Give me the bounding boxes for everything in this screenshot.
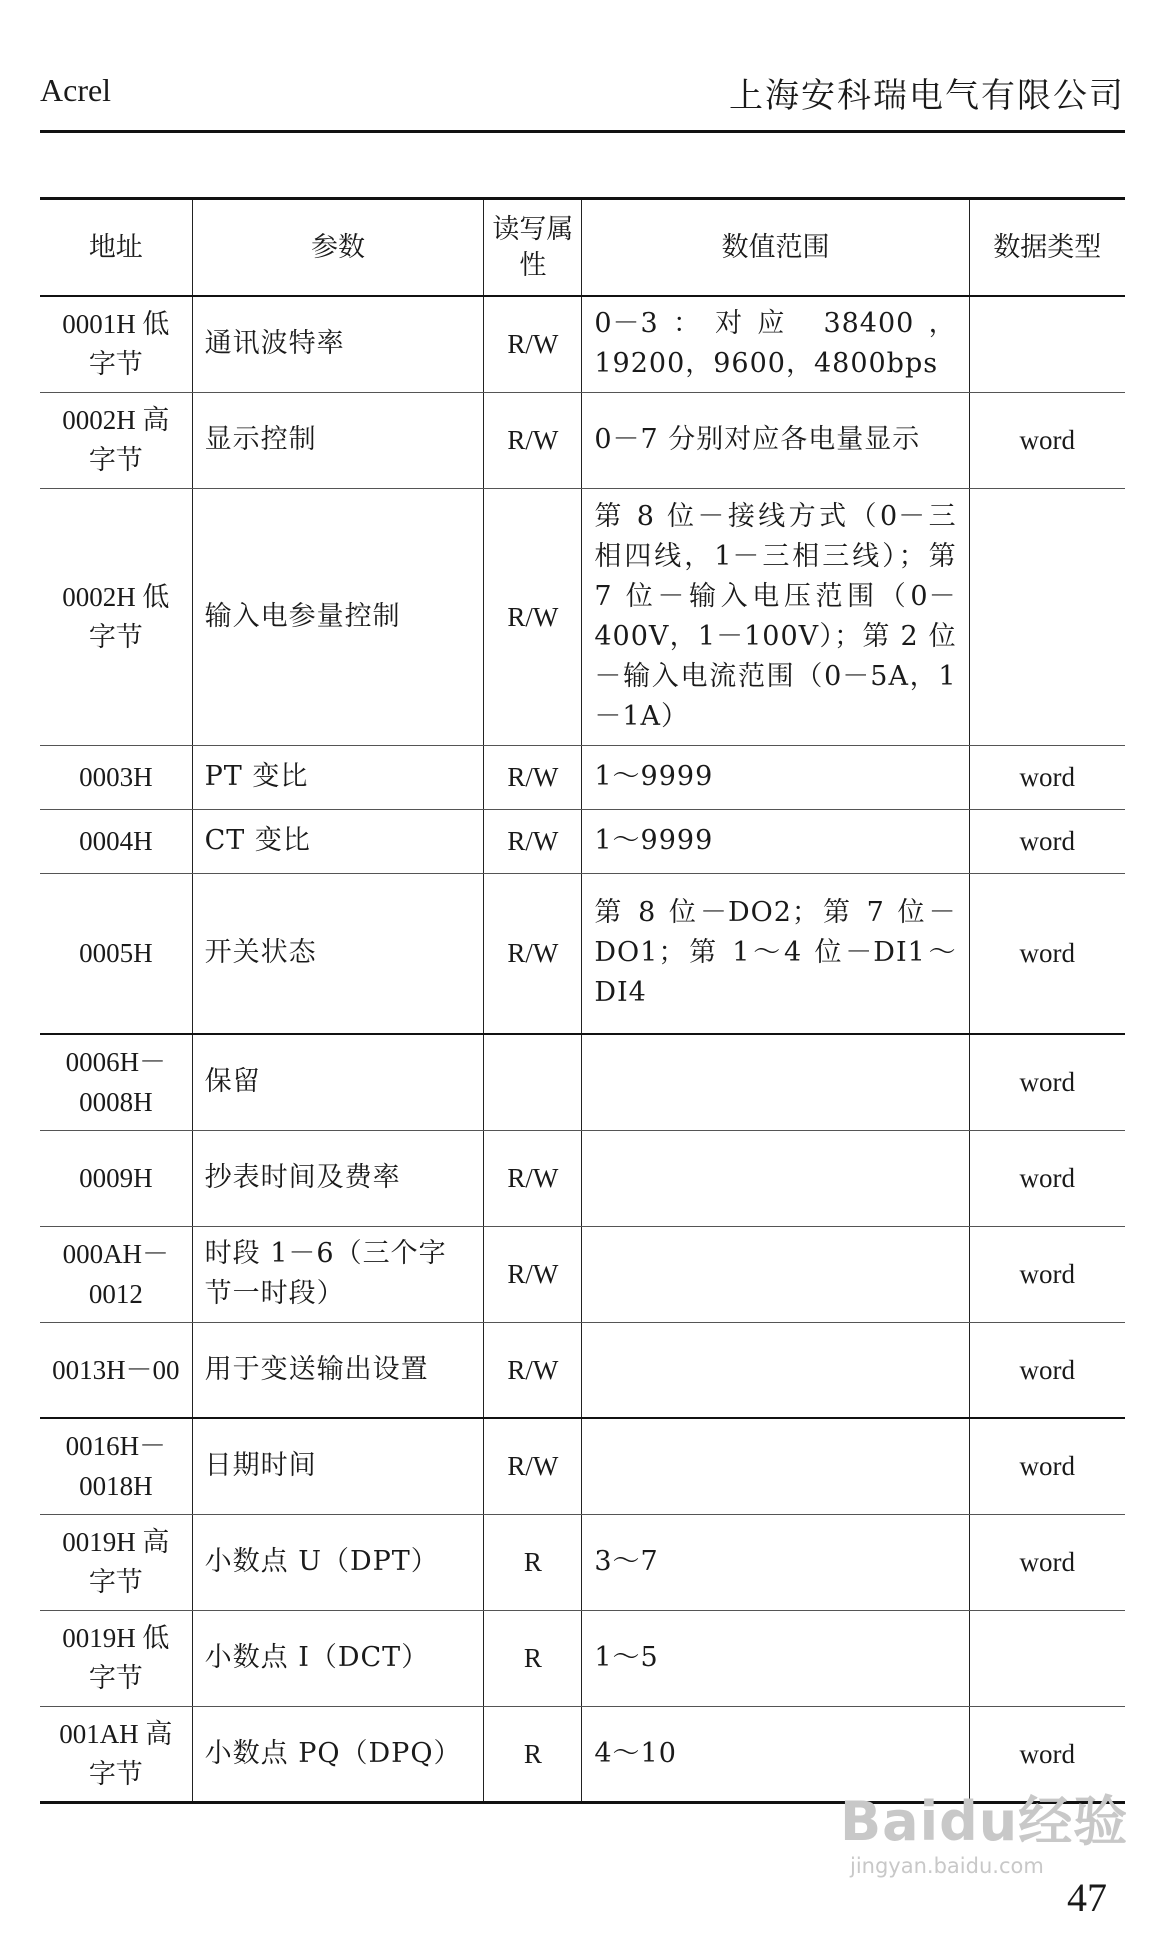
cell-range: 1～9999 bbox=[582, 809, 969, 873]
cell-param: 时段 1－6（三个字节一时段） bbox=[192, 1226, 484, 1322]
cell-param: 小数点 U（DPT） bbox=[192, 1514, 484, 1610]
cell-rw: R/W bbox=[484, 488, 582, 745]
cell-address: 0013H－00 bbox=[40, 1322, 192, 1418]
cell-param: 显示控制 bbox=[192, 392, 484, 488]
cell-address: 0001H 低字节 bbox=[40, 296, 192, 392]
cell-rw bbox=[484, 1034, 582, 1130]
cell-address: 000AH－0012 bbox=[40, 1226, 192, 1322]
cell-range: 第 8 位－接线方式（0－三相四线，1－三相三线）；第 7 位－输入电压范围（0－400V，1－100V）；第 2 位－输入电流范围（0－5A，1－1A） bbox=[582, 488, 969, 745]
cell-param: 抄表时间及费率 bbox=[192, 1130, 484, 1226]
cell-rw: R/W bbox=[484, 1226, 582, 1322]
cell-rw: R/W bbox=[484, 392, 582, 488]
cell-range bbox=[582, 1322, 969, 1418]
cell-address: 0005H bbox=[40, 873, 192, 1034]
cell-address: 0002H 高字节 bbox=[40, 392, 192, 488]
register-table bbox=[40, 197, 1125, 1804]
col-header-range: 数值范围 bbox=[582, 199, 969, 297]
cell-param: 用于变送输出设置 bbox=[192, 1322, 484, 1418]
cell-param: PT 变比 bbox=[192, 745, 484, 809]
page-number: 47 bbox=[1067, 1875, 1107, 1920]
table-row bbox=[40, 1130, 1125, 1226]
cell-range bbox=[582, 1130, 969, 1226]
table-row bbox=[40, 392, 1125, 488]
cell-rw: R/W bbox=[484, 1418, 582, 1514]
cell-range: 0－7 分别对应各电量显示 bbox=[582, 392, 969, 488]
cell-type: word bbox=[969, 392, 1125, 488]
cell-type: word bbox=[969, 1130, 1125, 1226]
cell-range: 第 8 位－DO2；第 7 位－DO1；第 1～4 位－DI1～DI4 bbox=[582, 873, 969, 1034]
cell-param: 保留 bbox=[192, 1034, 484, 1130]
cell-rw: R bbox=[484, 1706, 582, 1802]
cell-param: CT 变比 bbox=[192, 809, 484, 873]
cell-rw: R/W bbox=[484, 296, 582, 392]
cell-address: 0019H 低字节 bbox=[40, 1610, 192, 1706]
col-header-param: 参数 bbox=[192, 199, 484, 297]
header-rule bbox=[40, 130, 1125, 133]
cell-address: 0003H bbox=[40, 745, 192, 809]
cell-rw: R/W bbox=[484, 1130, 582, 1226]
watermark-brand: Baidu经验 bbox=[840, 1790, 1129, 1853]
cell-param: 开关状态 bbox=[192, 873, 484, 1034]
cell-rw: R bbox=[484, 1514, 582, 1610]
cell-type bbox=[969, 1610, 1125, 1706]
table-row bbox=[40, 745, 1125, 809]
cell-type bbox=[969, 296, 1125, 392]
watermark-url: jingyan.baidu.com bbox=[850, 1854, 1044, 1878]
cell-param: 输入电参量控制 bbox=[192, 488, 484, 745]
table-row bbox=[40, 1034, 1125, 1130]
table-row bbox=[40, 1610, 1125, 1706]
table-header-row bbox=[40, 199, 1125, 297]
col-header-type: 数据类型 bbox=[969, 199, 1125, 297]
col-header-address: 地址 bbox=[40, 199, 192, 297]
cell-range: 1～9999 bbox=[582, 745, 969, 809]
cell-type: word bbox=[969, 1322, 1125, 1418]
table-row bbox=[40, 1322, 1125, 1418]
cell-type: word bbox=[969, 1226, 1125, 1322]
cell-address: 0009H bbox=[40, 1130, 192, 1226]
cell-address: 001AH 高字节 bbox=[40, 1706, 192, 1802]
cell-rw: R bbox=[484, 1610, 582, 1706]
table-row bbox=[40, 1418, 1125, 1514]
cell-address: 0002H 低字节 bbox=[40, 488, 192, 745]
table-row bbox=[40, 1226, 1125, 1322]
cell-type bbox=[969, 488, 1125, 745]
cell-type: word bbox=[969, 1706, 1125, 1802]
table-row bbox=[40, 488, 1125, 745]
table-row bbox=[40, 873, 1125, 1034]
cell-param: 日期时间 bbox=[192, 1418, 484, 1514]
table-row bbox=[40, 809, 1125, 873]
cell-type: word bbox=[969, 1418, 1125, 1514]
cell-type: word bbox=[969, 809, 1125, 873]
table-row bbox=[40, 1706, 1125, 1802]
cell-rw: R/W bbox=[484, 1322, 582, 1418]
table-row bbox=[40, 296, 1125, 392]
header-brand: Acrel bbox=[40, 72, 112, 108]
cell-address: 0004H bbox=[40, 809, 192, 873]
cell-type: word bbox=[969, 873, 1125, 1034]
table-row bbox=[40, 1514, 1125, 1610]
cell-type: word bbox=[969, 1034, 1125, 1130]
cell-range: 3～7 bbox=[582, 1514, 969, 1610]
cell-type: word bbox=[969, 745, 1125, 809]
cell-param: 小数点 I（DCT） bbox=[192, 1610, 484, 1706]
cell-address: 0006H－0008H bbox=[40, 1034, 192, 1130]
cell-range bbox=[582, 1418, 969, 1514]
cell-rw: R/W bbox=[484, 873, 582, 1034]
cell-param: 小数点 PQ（DPQ） bbox=[192, 1706, 484, 1802]
cell-type: word bbox=[969, 1514, 1125, 1610]
header-company: 上海安科瑞电气有限公司 bbox=[729, 76, 1125, 116]
cell-param: 通讯波特率 bbox=[192, 296, 484, 392]
cell-range: 1～5 bbox=[582, 1610, 969, 1706]
cell-range: 4～10 bbox=[582, 1706, 969, 1802]
cell-rw: R/W bbox=[484, 809, 582, 873]
cell-range bbox=[582, 1226, 969, 1322]
cell-range: 0－3：对应 38400，19200，9600，4800bps bbox=[582, 296, 969, 392]
col-header-rw: 读写属性 bbox=[484, 199, 582, 297]
cell-rw: R/W bbox=[484, 745, 582, 809]
cell-range bbox=[582, 1034, 969, 1130]
cell-address: 0016H－0018H bbox=[40, 1418, 192, 1514]
cell-address: 0019H 高字节 bbox=[40, 1514, 192, 1610]
